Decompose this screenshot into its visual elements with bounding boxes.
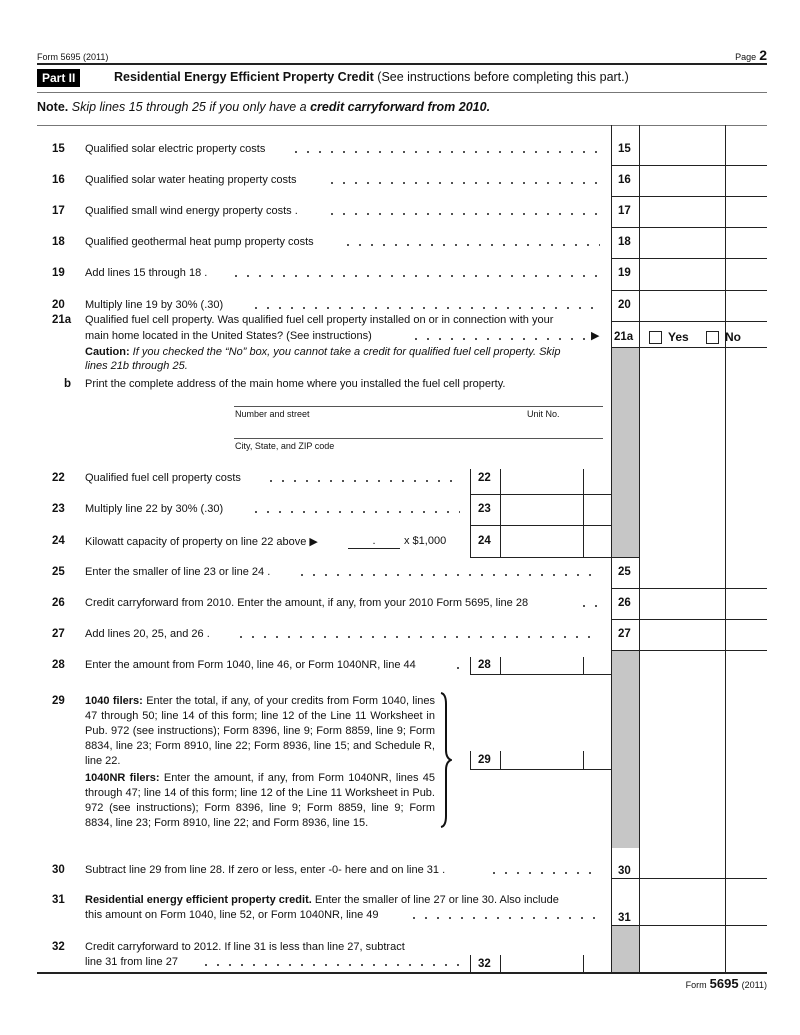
line-20-amount-input[interactable] <box>640 291 724 321</box>
table-top-rule <box>37 125 767 126</box>
yes-checkbox[interactable] <box>649 330 689 344</box>
line-18-label: Qualified geothermal heat pump property costs <box>85 236 314 248</box>
line-29-1040nr-body: Enter the amount, if any, from Form 1040NR, lines 45 through 47; line 14 of this form; line 12 of the Line 11 Worksheet in Pub. 972 (see instructions); Form 8396, line 9; Form 8859, line 9; Form 8834, line 23; Form 8910, line 22; and Form 8936, line 15. <box>85 772 436 829</box>
line-29-1040-text <box>85 694 435 769</box>
line-29-1040-label: 1040 filers: <box>85 695 143 707</box>
dot-leader <box>578 604 600 608</box>
line-number: 31 <box>52 894 65 906</box>
line-16-amount-input[interactable] <box>640 166 724 196</box>
line-box-label: 25 <box>618 566 631 578</box>
line-box-label: 29 <box>478 754 491 766</box>
line-29-1040nr-label: 1040NR filers: <box>85 772 160 784</box>
note-label: Note. <box>37 100 69 114</box>
part-title <box>114 70 629 84</box>
shaded-column <box>611 925 639 972</box>
line-box-label: 16 <box>618 174 631 186</box>
checkbox[interactable] <box>649 331 662 344</box>
row-rule <box>611 650 767 651</box>
line-box-label: 21a <box>614 331 634 343</box>
line-17-amount-input[interactable] <box>640 197 724 227</box>
part-subtitle: (See instructions before completing this part.) <box>377 70 629 84</box>
column-line <box>725 125 726 972</box>
column-line <box>470 955 471 972</box>
line-29-1040nr-text <box>85 771 435 831</box>
row-rule <box>611 557 639 558</box>
line-31-text: Enter the smaller of line 27 or line 30. Also include <box>314 894 559 906</box>
line-number: 29 <box>52 695 65 707</box>
line-number: 25 <box>52 566 65 578</box>
street-label: Number and street <box>235 409 310 419</box>
line-28-amount-input[interactable] <box>501 656 583 673</box>
dot-leader <box>296 573 600 577</box>
line-26-label: Credit carryforward from 2010. Enter the amount, if any, from your 2010 Form 5695, line 28 <box>85 597 529 609</box>
line-32-label-cont: line 31 from line 27 <box>85 956 178 968</box>
part-title-bold: Residential Energy Efficient Property Credit <box>114 70 374 84</box>
row-rule <box>470 769 611 770</box>
line-19-amount-input[interactable] <box>640 259 724 289</box>
line-31-label-cont: this amount on Form 1040, line 52, or Form 1040NR, line 49 <box>85 909 379 921</box>
dot-leader <box>488 871 600 875</box>
line-15-label: Qualified solar electric property costs <box>85 143 266 155</box>
footer-form-number: 5695 <box>709 976 739 991</box>
form-header-label: Form 5695 (2011) <box>37 52 109 62</box>
line-number: 21a <box>52 314 72 326</box>
column-line <box>470 751 471 769</box>
line-32-amount-input[interactable] <box>501 955 583 971</box>
column-line <box>611 125 612 972</box>
line-number: 17 <box>52 205 65 217</box>
line-24-amount-input[interactable] <box>501 526 583 556</box>
caution-text-cont: lines 21b through 25. <box>85 360 188 372</box>
shaded-column <box>611 347 639 557</box>
line-21a-label-cont: main home located in the United States? (See instructions) <box>85 330 372 342</box>
line-number: 16 <box>52 174 65 186</box>
yes-label: Yes <box>668 330 689 344</box>
line-32-label: Credit carryforward to 2012. If line 31 is less than line 27, subtract <box>85 941 405 953</box>
arrow-icon: ▶ <box>591 330 600 342</box>
caution-text: If you checked the “No” box, you cannot take a credit for qualified fuel cell property. Skip <box>132 346 561 358</box>
footer-form-label: Form <box>685 980 707 990</box>
line-23-label: Multiply line 22 by 30% (.30) <box>85 503 224 515</box>
line-17-label: Qualified small wind energy property costs . <box>85 205 298 217</box>
dot-leader <box>290 150 600 154</box>
page-label: Page <box>735 52 757 62</box>
city-state-zip-input[interactable] <box>234 438 603 439</box>
dot-leader <box>410 337 586 341</box>
no-label: No <box>725 330 741 344</box>
caution-label: Caution: <box>85 346 130 358</box>
multiplier-label: x $1,000 <box>404 535 447 547</box>
line-24-label: Kilowatt capacity of property on line 22 above ▶ <box>85 536 318 548</box>
decimal-point: . <box>372 535 376 547</box>
row-rule <box>611 925 767 926</box>
line-28-label: Enter the amount from Form 1040, line 46, or Form 1040NR, line 44 <box>85 659 416 671</box>
line-number: 27 <box>52 628 65 640</box>
line-30-label: Subtract line 29 from line 28. If zero or less, enter -0- here and on line 31 . <box>85 864 446 876</box>
line-box-label: 27 <box>618 628 631 640</box>
column-line <box>583 469 584 557</box>
dot-leader <box>326 181 600 185</box>
line-21a-label: Qualified fuel cell property. Was qualified fuel cell property installed on or in connection with your <box>85 314 554 326</box>
checkbox[interactable] <box>706 331 719 344</box>
dot-leader <box>250 306 600 310</box>
dot-leader <box>342 243 600 247</box>
line-25-amount-input[interactable] <box>640 558 724 587</box>
row-rule <box>611 347 767 348</box>
row-rule <box>470 674 611 675</box>
line-31-label <box>85 894 559 906</box>
part-badge: Part II <box>37 69 80 87</box>
line-box-label: 30 <box>618 865 631 877</box>
line-box-label: 24 <box>478 535 491 547</box>
line-18-amount-input[interactable] <box>640 228 724 258</box>
line-number: 22 <box>52 472 65 484</box>
line-22-amount-input[interactable] <box>501 466 583 493</box>
line-21b-label: Print the complete address of the main home where you installed the fuel cell property. <box>85 378 506 390</box>
line-31-amount-input[interactable] <box>640 879 724 924</box>
line-number: 30 <box>52 864 65 876</box>
line-16-label: Qualified solar water heating property costs <box>85 174 297 186</box>
page-number <box>735 47 767 63</box>
line-number: 28 <box>52 659 65 671</box>
note-text: Skip lines 15 through 25 if you only have a <box>71 100 307 114</box>
line-box-label: 23 <box>478 503 491 515</box>
footer-year: (2011) <box>741 980 767 990</box>
line-30-amount-input[interactable] <box>640 849 724 877</box>
line-number: 23 <box>52 503 65 515</box>
line-number: 20 <box>52 299 65 311</box>
line-box-label: 26 <box>618 597 631 609</box>
line-box-label: 31 <box>618 912 631 924</box>
line-19-label: Add lines 15 through 18 . <box>85 267 208 279</box>
column-line <box>470 469 471 557</box>
line-number: b <box>64 378 72 390</box>
column-line <box>470 657 471 674</box>
line-27-label: Add lines 20, 25, and 26 . <box>85 628 210 640</box>
caution <box>85 346 560 358</box>
line-number: 15 <box>52 143 65 155</box>
dot-leader <box>408 916 600 920</box>
line-number: 32 <box>52 941 65 953</box>
shaded-column <box>611 650 639 848</box>
line-box-label: 20 <box>618 299 631 311</box>
no-checkbox[interactable] <box>706 330 741 344</box>
dot-leader <box>265 479 460 483</box>
column-line <box>583 751 584 769</box>
divider <box>37 92 767 93</box>
line-box-label: 18 <box>618 236 631 248</box>
city-label: City, State, and ZIP code <box>235 441 335 451</box>
page-number-value: 2 <box>759 47 767 63</box>
row-rule <box>611 321 767 322</box>
divider <box>37 63 767 65</box>
note <box>37 100 490 114</box>
note-bold: credit carryforward from 2010. <box>310 100 491 114</box>
kilowatt-input[interactable] <box>348 535 400 549</box>
street-address-input[interactable] <box>234 406 603 407</box>
line-number: 18 <box>52 236 65 248</box>
row-rule <box>470 557 611 558</box>
column-line <box>583 955 584 972</box>
line-box-label: 19 <box>618 267 631 279</box>
dot-leader <box>250 510 460 514</box>
dot-leader <box>326 212 600 216</box>
dot-leader <box>230 274 600 278</box>
unit-label: Unit No. <box>527 409 560 419</box>
line-number: 26 <box>52 597 65 609</box>
line-box-label: 28 <box>478 659 491 671</box>
line-box-label: 22 <box>478 472 491 484</box>
line-27-amount-input[interactable] <box>640 620 724 649</box>
line-29-amount-input[interactable] <box>501 751 583 768</box>
footer <box>686 976 767 991</box>
line-number: 24 <box>52 535 65 547</box>
column-line <box>583 657 584 674</box>
brace-icon <box>438 692 452 828</box>
line-number: 19 <box>52 267 65 279</box>
dot-leader <box>235 635 600 639</box>
line-29-1040-body: Enter the total, if any, of your credits from Form 1040, lines 47 through 50; line 14 of this form; line 12 of the Line 11 Worksheet in Pub. 972 (see instructions); Form 8396, line 9; Form 8859, line 9; Form 8834, line 23; Form 8910, line 22; Form 8936, line 15; and Schedule R, line 22. <box>85 695 435 767</box>
line-box-label: 32 <box>478 958 491 970</box>
line-25-label: Enter the smaller of line 23 or line 24 . <box>85 566 271 578</box>
line-23-amount-input[interactable] <box>501 495 583 524</box>
dot-leader <box>200 963 460 967</box>
line-box-label: 15 <box>618 143 631 155</box>
line-22-label: Qualified fuel cell property costs <box>85 472 241 484</box>
bottom-rule <box>37 972 767 974</box>
line-20-label: Multiply line 19 by 30% (.30) <box>85 299 224 311</box>
line-26-amount-input[interactable] <box>640 589 724 618</box>
line-box-label: 17 <box>618 205 631 217</box>
line-15-amount-input[interactable] <box>640 134 724 164</box>
dot-leader <box>452 666 460 670</box>
line-31-bold: Residential energy efficient property credit. <box>85 894 312 906</box>
